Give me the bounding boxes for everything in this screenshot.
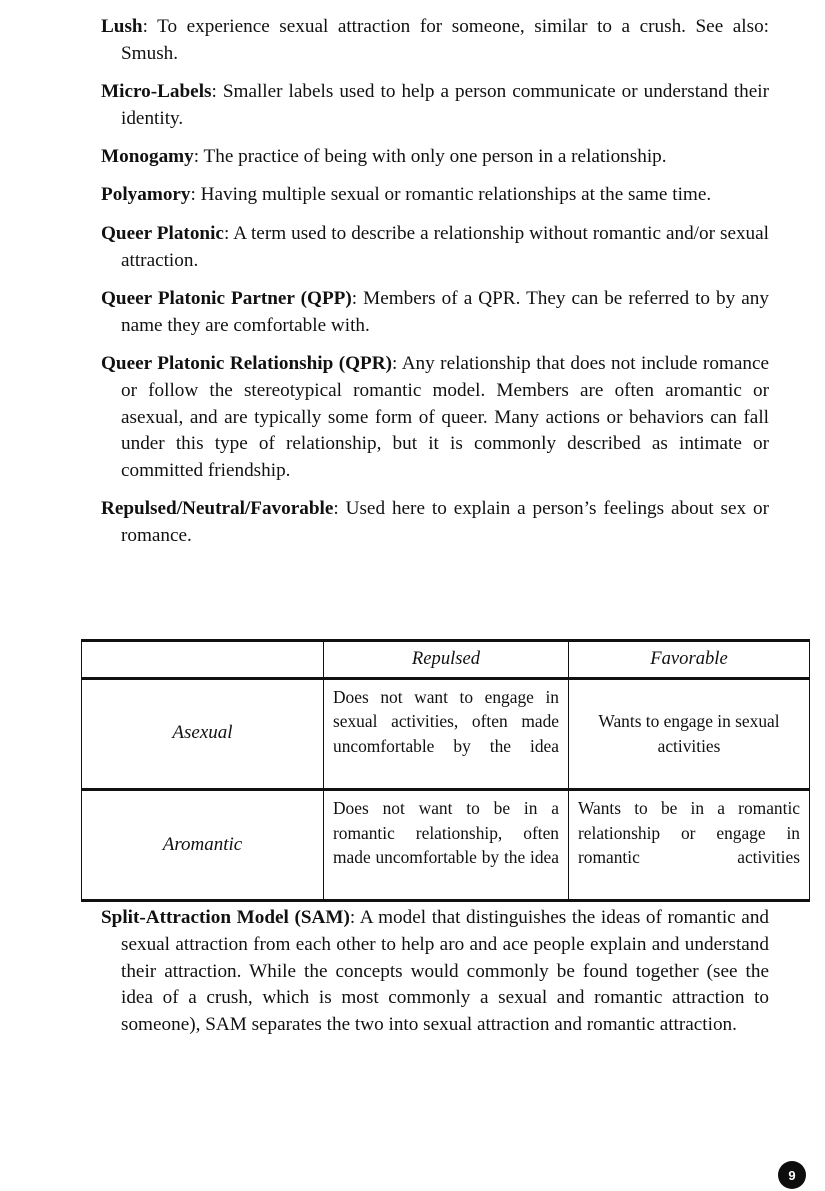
table-corner-cell	[82, 641, 324, 679]
glossary-term: Micro-Labels	[101, 81, 212, 103]
table-cell-asexual-favorable: Wants to engage in sexual activities	[569, 678, 810, 789]
glossary-entry-polyamory	[101, 182, 769, 209]
table-row	[82, 789, 810, 900]
glossary-term: Queer Platonic Relationship (QPR)	[101, 352, 392, 374]
glossary-term: Monogamy	[101, 146, 194, 168]
glossary-entry-monogamy	[101, 144, 769, 171]
glossary-definition: : Used here to explain a person’s feelings about sex or romance.	[121, 498, 769, 547]
glossary-definition: : The practice of being with only one person in a relationship.	[193, 146, 667, 168]
glossary-entry-sam	[101, 905, 769, 1039]
table-header-favorable: Favorable	[569, 641, 810, 679]
table-header-repulsed: Repulsed	[324, 641, 569, 679]
glossary-entry-repulsed-neutral-favorable	[101, 496, 769, 550]
glossary-entry-qpp	[101, 286, 769, 340]
page-number-label: 9	[788, 1167, 796, 1183]
glossary-entry-qpr	[101, 351, 769, 485]
table-row	[82, 678, 810, 789]
glossary-definition: : Smaller labels used to help a person communicate or understand their identity.	[121, 81, 769, 129]
glossary-definition: : To experience sexual attraction for someone, similar to a crush. See also: Smush.	[121, 16, 769, 64]
glossary-term: Polyamory	[101, 184, 191, 206]
glossary-definition: : A term used to describe a relationship without romantic and/or sexual attraction.	[121, 222, 769, 271]
glossary-entry-list-continued	[101, 905, 769, 1039]
glossary-entry-queer-platonic	[101, 221, 769, 275]
table-cell-aromantic-repulsed: Does not want to be in a romantic relationship, often made uncomfortable by the idea	[324, 789, 569, 900]
glossary-term: Queer Platonic Partner (QPP)	[101, 287, 352, 309]
table-header-row	[82, 641, 810, 679]
table-row-label-aromantic: Aromantic	[82, 789, 324, 900]
glossary-entry-micro-labels	[101, 79, 769, 133]
repulsed-favorable-table	[81, 639, 810, 902]
glossary-entry-lush	[101, 14, 769, 68]
glossary-definition: : Members of a QPR. They can be referred to by any name they are comfortable with.	[121, 287, 769, 336]
table-cell-aromantic-favorable: Wants to be in a romantic relationship or engage in romantic activities	[569, 789, 810, 900]
page-number-badge	[778, 1161, 806, 1189]
glossary-term: Queer Platonic	[101, 222, 224, 244]
glossary-definition: : A model that distinguishes the ideas of romantic and sexual attraction from each other to help aro and ace people explain and understand their attraction. While the concepts would commonly be found together (see the idea of a crush, which is most commonly a sexual and romantic attraction to someone), SAM separates the two into sexual attraction and romantic attraction.	[121, 907, 770, 1036]
glossary-entry-list	[101, 14, 769, 550]
glossary-definition: : Having multiple sexual or romantic relationships at the same time.	[190, 184, 712, 206]
glossary-term: Lush	[101, 16, 143, 37]
glossary-definition: : Any relationship that does not include romance or follow the stereotypical romantic model. Members are often aromantic or asexual, and are typically some form of queer. Many actions or behaviors can fall under this type of relationship, but it is commonly described as intimate or committed friendship.	[121, 352, 769, 482]
glossary-term: Split-Attraction Model (SAM)	[101, 907, 350, 928]
table-row-label-asexual: Asexual	[82, 678, 324, 789]
table-cell-asexual-repulsed: Does not want to engage in sexual activities, often made uncomfortable by the idea	[324, 678, 569, 789]
glossary-term: Repulsed/Neutral/Favorable	[101, 498, 334, 520]
